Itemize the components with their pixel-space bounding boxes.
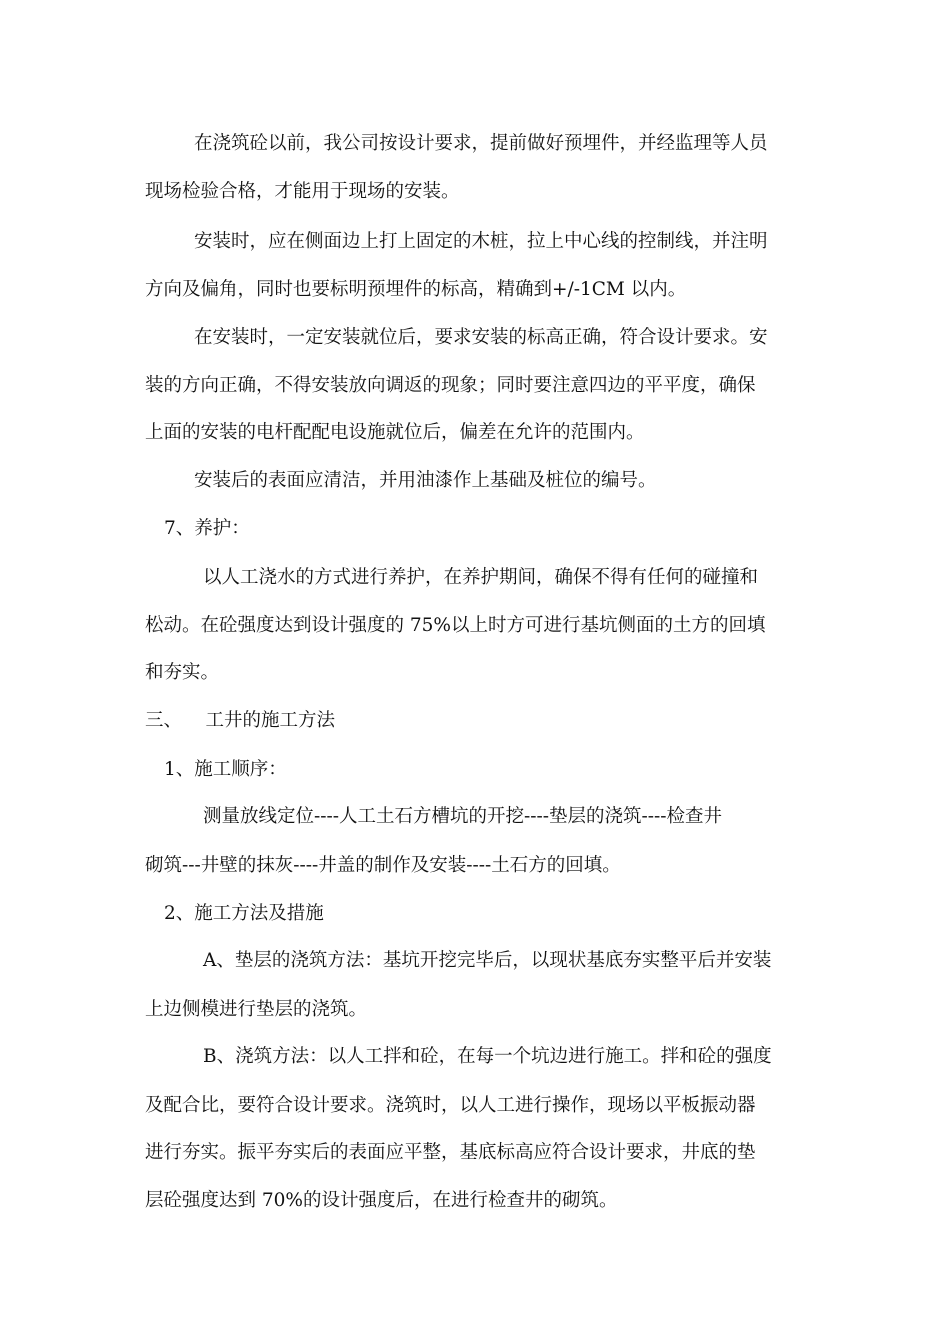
- text-line: 层砼强度达到 70%的设计强度后，在进行检查井的砌筑。: [145, 1190, 618, 1211]
- section-heading: 1、施工顺序：: [164, 759, 287, 780]
- text-line: 以人工浇水的方式进行养护，在养护期间，确保不得有任何的碰撞和: [203, 567, 759, 588]
- text-line: 安装时，应在侧面边上打上固定的木桩，拉上中心线的控制线，并注明: [194, 231, 768, 252]
- text-line: 方向及偏角，同时也要标明预埋件的标高，精确到+/-1CM 以内。: [145, 279, 687, 300]
- text-line: 安装后的表面应清洁，并用油漆作上基础及桩位的编号。: [194, 470, 657, 491]
- section-heading: 7、养护：: [164, 518, 250, 539]
- text-line: 松动。在砼强度达到设计强度的 75%以上时方可进行基坑侧面的土方的回填: [145, 615, 766, 636]
- text-line: 和夯实。: [145, 662, 220, 683]
- text-line: 砌筑---井壁的抹灰----井盖的制作及安装----土石方的回填。: [145, 855, 621, 876]
- text-line: A、垫层的浇筑方法：基坑开挖完毕后，以现状基底夯实整平后并安装: [203, 950, 772, 971]
- text-line: 进行夯实。振平夯实后的表面应平整，基底标高应符合设计要求，井底的垫: [145, 1142, 756, 1163]
- text-line: 及配合比，要符合设计要求。浇筑时，以人工进行操作，现场以平板振动器: [145, 1095, 756, 1116]
- text-line: 在浇筑砼以前，我公司按设计要求，提前做好预埋件，并经监理等人员: [194, 133, 768, 154]
- text-line: 上边侧模进行垫层的浇筑。: [145, 999, 368, 1020]
- text-line: 在安装时，一定安装就位后，要求安装的标高正确，符合设计要求。安: [194, 327, 768, 348]
- text-line: 现场检验合格，才能用于现场的安装。: [145, 181, 460, 202]
- text-line: B、浇筑方法：以人工拌和砼，在每一个坑边进行施工。拌和砼的强度: [203, 1046, 772, 1067]
- text-line: 装的方向正确，不得安装放向调返的现象；同时要注意四边的平平度，确保: [145, 375, 756, 396]
- section-heading: 2、施工方法及措施: [164, 903, 324, 924]
- text-line: 上面的安装的电杆配配电设施就位后，偏差在允许的范围内。: [145, 422, 645, 443]
- text-line: 测量放线定位----人工土石方槽坑的开挖----垫层的浇筑----检查井: [203, 806, 723, 827]
- chapter-heading: 三、 工井的施工方法: [145, 710, 336, 731]
